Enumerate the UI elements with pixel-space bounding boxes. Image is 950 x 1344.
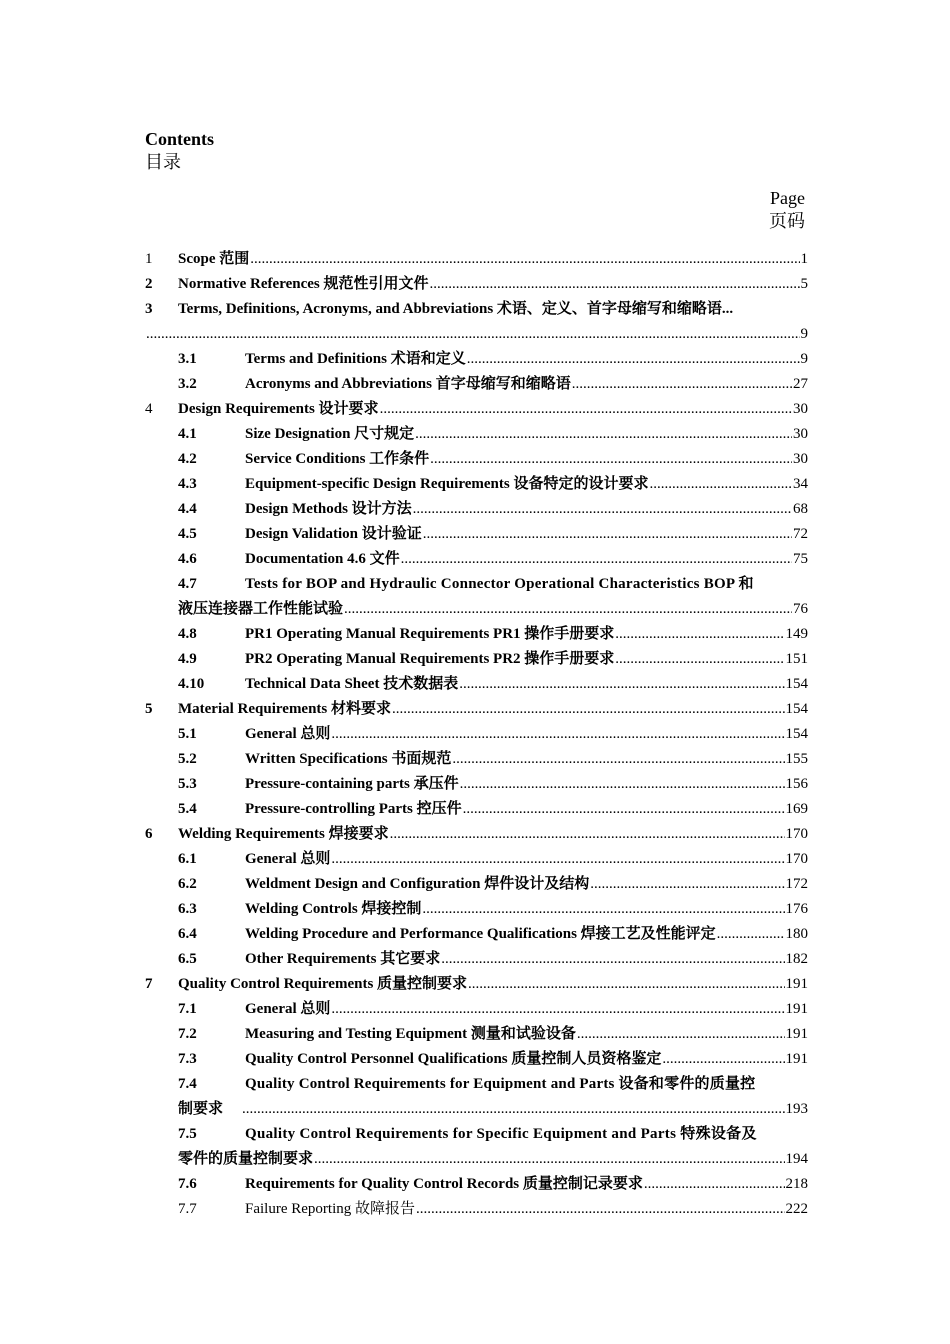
toc-entry[interactable] (145, 897, 808, 922)
toc-entry[interactable] (145, 247, 808, 272)
toc-page: 180 (785, 926, 808, 942)
toc-title: Measuring and Testing Equipment 测量和试验设备 (245, 1026, 576, 1042)
toc-entry[interactable] (145, 847, 808, 872)
toc-page: 218 (785, 1176, 808, 1192)
toc-number: 5.2 (178, 751, 197, 767)
toc-number: 7.3 (178, 1051, 197, 1067)
toc-page: 1 (800, 251, 808, 267)
toc-title: Welding Requirements 焊接要求 (178, 826, 389, 842)
toc-title: Quality Control Requirements for Equipment and Parts 设备和零件的质量控 (245, 1076, 756, 1092)
toc-number: 6.1 (178, 851, 197, 867)
toc-title: Design Requirements 设计要求 (178, 401, 379, 417)
toc-title: Welding Procedure and Performance Qualifications 焊接工艺及性能评定 (245, 926, 716, 942)
toc-entry[interactable] (145, 622, 808, 647)
toc-page: 75 (793, 551, 808, 567)
toc-page: 191 (785, 1051, 808, 1067)
toc-number: 4.2 (178, 451, 197, 467)
toc-title: Scope 范围 (178, 251, 250, 267)
toc-number: 4.7 (178, 576, 197, 592)
toc-number: 1 (145, 251, 153, 267)
toc-entry[interactable] (145, 297, 808, 322)
toc-number: 3.1 (178, 351, 197, 367)
toc-entry[interactable] (145, 747, 808, 772)
toc-entry[interactable] (145, 672, 808, 697)
toc-number: 7.5 (178, 1126, 197, 1142)
toc-page: 193 (785, 1101, 808, 1117)
toc-page: 156 (785, 776, 808, 792)
toc-entry-continuation[interactable] (145, 1097, 808, 1122)
toc-entry[interactable] (145, 1047, 808, 1072)
toc-page: 30 (793, 426, 808, 442)
contents-title-zh: 目录 (145, 152, 181, 172)
toc-number: 4.3 (178, 476, 197, 492)
toc-title: 零件的质量控制要求 (178, 1151, 314, 1167)
toc-entry[interactable] (145, 447, 808, 472)
toc-page: 154 (785, 676, 808, 692)
toc-number: 4.5 (178, 526, 197, 542)
table-of-contents (145, 247, 808, 1222)
toc-page: 172 (785, 876, 808, 892)
toc-page: 191 (785, 976, 808, 992)
toc-title: PR2 Operating Manual Requirements PR2 操作手册要求 (245, 651, 615, 667)
toc-title: Requirements for Quality Control Records 质量控制记录要求 (245, 1176, 643, 1192)
toc-title: Design Validation 设计验证 (245, 526, 422, 542)
toc-title: General 总则 (245, 1001, 331, 1017)
toc-title: Tests for BOP and Hydraulic Connector Operational Characteristics BOP 和 (245, 576, 754, 592)
toc-entry[interactable] (145, 547, 808, 572)
toc-entry[interactable] (145, 1072, 808, 1097)
toc-page: 9 (800, 351, 808, 367)
toc-entry[interactable] (145, 422, 808, 447)
toc-page: 176 (785, 901, 808, 917)
toc-entry[interactable] (145, 1122, 808, 1147)
toc-entry-continuation[interactable] (145, 597, 808, 622)
toc-number: 6.4 (178, 926, 197, 942)
toc-title: Failure Reporting 故障报告 (245, 1201, 415, 1217)
toc-page: 191 (785, 1001, 808, 1017)
toc-entry[interactable] (145, 572, 808, 597)
toc-title: Material Requirements 材料要求 (178, 701, 392, 717)
toc-number: 4.10 (178, 676, 205, 692)
toc-page: 194 (785, 1151, 808, 1167)
toc-entry[interactable] (145, 922, 808, 947)
toc-title: Written Specifications 书面规范 (245, 751, 452, 767)
toc-title: Quality Control Requirements for Specific Equipment and Parts 特殊设备及 (245, 1126, 757, 1142)
toc-entry-continuation[interactable] (145, 1147, 808, 1172)
toc-page: 149 (785, 626, 808, 642)
toc-title: Technical Data Sheet 技术数据表 (245, 676, 459, 692)
toc-title: Terms and Definitions 术语和定义 (245, 351, 466, 367)
toc-title: Pressure-controlling Parts 控压件 (245, 801, 462, 817)
toc-page: 5 (800, 276, 808, 292)
toc-number: 7.7 (178, 1201, 197, 1217)
toc-entry[interactable] (145, 272, 808, 297)
toc-entry[interactable] (145, 872, 808, 897)
toc-number: 4.4 (178, 501, 197, 517)
toc-title: Terms, Definitions, Acronyms, and Abbreviations 术语、定义、首字母缩写和缩略语... (178, 301, 734, 317)
toc-number: 5 (145, 701, 153, 717)
toc-title: Size Designation 尺寸规定 (245, 426, 415, 442)
toc-number: 5.1 (178, 726, 197, 742)
page-column-label-zh: 页码 (769, 211, 805, 231)
toc-number: 5.4 (178, 801, 197, 817)
toc-page: 170 (785, 851, 808, 867)
toc-page: 27 (793, 376, 808, 392)
toc-page: 30 (793, 451, 808, 467)
toc-title: Documentation 4.6 文件 (245, 551, 400, 567)
toc-number: 7 (145, 976, 153, 992)
toc-title: General 总则 (245, 851, 331, 867)
toc-title: Quality Control Personnel Qualifications 质量控制人员资格鉴定 (245, 1051, 662, 1067)
toc-entry[interactable] (145, 997, 808, 1022)
toc-entry[interactable] (145, 797, 808, 822)
toc-entry[interactable] (145, 972, 808, 997)
toc-number: 6.5 (178, 951, 197, 967)
toc-page: 72 (793, 526, 808, 542)
toc-entry[interactable] (145, 697, 808, 722)
toc-number: 7.6 (178, 1176, 197, 1192)
toc-entry[interactable] (145, 397, 808, 422)
toc-page: 170 (785, 826, 808, 842)
toc-page: 182 (785, 951, 808, 967)
toc-title: Service Conditions 工作条件 (245, 451, 430, 467)
toc-title: Welding Controls 焊接控制 (245, 901, 422, 917)
toc-entry[interactable] (145, 1172, 808, 1197)
toc-number: 7.4 (178, 1076, 197, 1092)
toc-number: 2 (145, 276, 153, 292)
toc-entry[interactable] (145, 822, 808, 847)
toc-title: Acronyms and Abbreviations 首字母缩写和缩略语 (245, 376, 571, 392)
toc-page: 169 (785, 801, 808, 817)
toc-page: 191 (785, 1026, 808, 1042)
toc-number: 7.1 (178, 1001, 197, 1017)
toc-number: 4.9 (178, 651, 197, 667)
toc-page: 34 (793, 476, 808, 492)
toc-entry[interactable] (145, 722, 808, 747)
toc-number: 4.6 (178, 551, 197, 567)
toc-entry[interactable] (145, 372, 808, 397)
toc-number: 7.2 (178, 1026, 197, 1042)
toc-title: 液压连接器工作性能试验 (178, 601, 344, 617)
toc-number: 3 (145, 301, 153, 317)
toc-title: PR1 Operating Manual Requirements PR1 操作手册要求 (245, 626, 615, 642)
toc-entry[interactable] (145, 1197, 808, 1222)
toc-title: Weldment Design and Configuration 焊件设计及结构 (245, 876, 590, 892)
toc-title: Normative References 规范性引用文件 (178, 276, 429, 292)
toc-entry-continuation[interactable] (145, 322, 808, 347)
toc-page: 155 (785, 751, 808, 767)
toc-title: Equipment-specific Design Requirements 设备特定的设计要求 (245, 476, 649, 492)
toc-number: 4.8 (178, 626, 197, 642)
toc-page: 68 (793, 501, 808, 517)
page-column-label-en: Page (770, 188, 805, 208)
toc-page: 154 (785, 726, 808, 742)
toc-number: 6.3 (178, 901, 197, 917)
toc-number: 3.2 (178, 376, 197, 392)
toc-entry[interactable] (145, 472, 808, 497)
toc-page: 9 (800, 326, 808, 342)
toc-title: General 总则 (245, 726, 331, 742)
toc-title: Design Methods 设计方法 (245, 501, 412, 517)
toc-number: 6 (145, 826, 153, 842)
toc-title: 制要求 (178, 1101, 224, 1117)
toc-page: 76 (793, 601, 808, 617)
toc-title: Quality Control Requirements 质量控制要求 (178, 976, 468, 992)
toc-entry[interactable] (145, 947, 808, 972)
contents-title-en: Contents (145, 129, 215, 149)
toc-number: 5.3 (178, 776, 197, 792)
toc-number: 4.1 (178, 426, 197, 442)
toc-number: 6.2 (178, 876, 197, 892)
toc-entry[interactable] (145, 772, 808, 797)
toc-page: 151 (785, 651, 808, 667)
toc-title: Other Requirements 其它要求 (245, 951, 441, 967)
toc-page: 222 (785, 1201, 808, 1217)
toc-entry[interactable] (145, 1022, 808, 1047)
toc-entry[interactable] (145, 647, 808, 672)
toc-entry[interactable] (145, 497, 808, 522)
toc-entry[interactable] (145, 347, 808, 372)
toc-number: 4 (145, 401, 153, 417)
toc-page: 30 (793, 401, 808, 417)
toc-page: 154 (785, 701, 808, 717)
toc-title: Pressure-containing parts 承压件 (245, 776, 459, 792)
toc-entry[interactable] (145, 522, 808, 547)
